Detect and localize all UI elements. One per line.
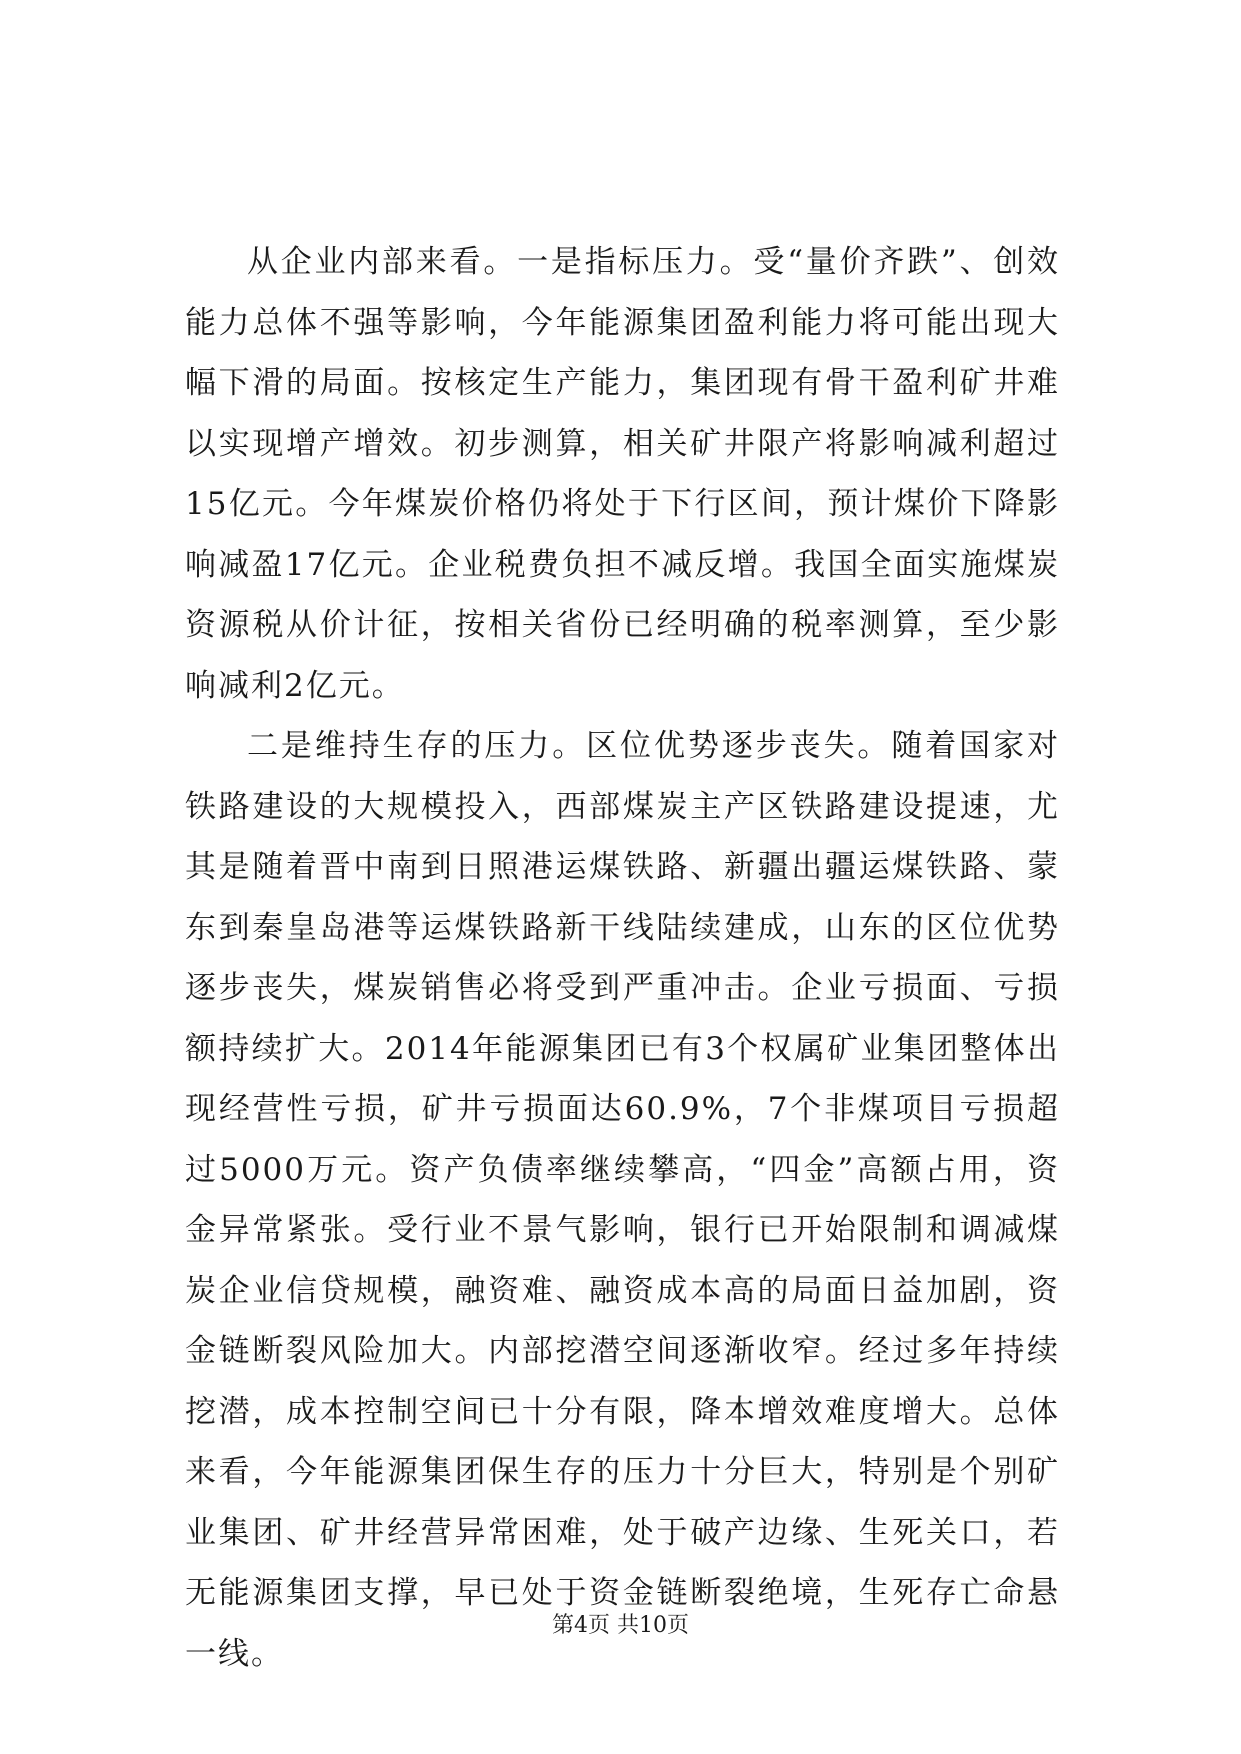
paragraph-1: 从企业内部来看。一是指标压力。受“量价齐跌”、创效能力总体不强等影响，今年能源集团盈利能力将可能出现大幅下滑的局面。按核定生产能力，集团现有骨干盈利矿井难以实现增产增效。初步测算，相关矿井限产将影响减利超过15亿元。今年煤炭价格仍将处于下行区间，预计煤价下降影响减盈17亿元。企业税费负担不减反增。我国全面实施煤炭资源税从价计征，按相关省份已经明确的税率测算，至少影响减利2亿元。 (185, 244, 1060, 704)
page-number-footer: 第4页 共10页 (552, 1613, 689, 1638)
document-body (185, 232, 1060, 1684)
paragraph-2: 二是维持生存的压力。区位优势逐步丧失。随着国家对铁路建设的大规模投入，西部煤炭主产区铁路建设提速，尤其是随着晋中南到日照港运煤铁路、新疆出疆运煤铁路、蒙东到秦皇岛港等运煤铁路新干线陆续建成，山东的区位优势逐步丧失，煤炭销售必将受到严重冲击。企业亏损面、亏损额持续扩大。2014年能源集团已有3个权属矿业集团整体出现经营性亏损，矿井亏损面达60.9%，7个非煤项目亏损超过5000万元。资产负债率继续攀高，“四金”高额占用，资金异常紧张。受行业不景气影响，银行已开始限制和调减煤炭企业信贷规模，融资难、融资成本高的局面日益加剧，资金链断裂风险加大。内部挖潜空间逐渐收窄。经过多年持续挖潜，成本控制空间已十分有限，降本增效难度增大。总体来看，今年能源集团保生存的压力十分巨大，特别是个别矿业集团、矿井经营异常困难，处于破产边缘、生死关口，若无能源集团支撑，早已处于资金链断裂绝境，生死存亡命悬一线。 (185, 728, 1060, 1672)
